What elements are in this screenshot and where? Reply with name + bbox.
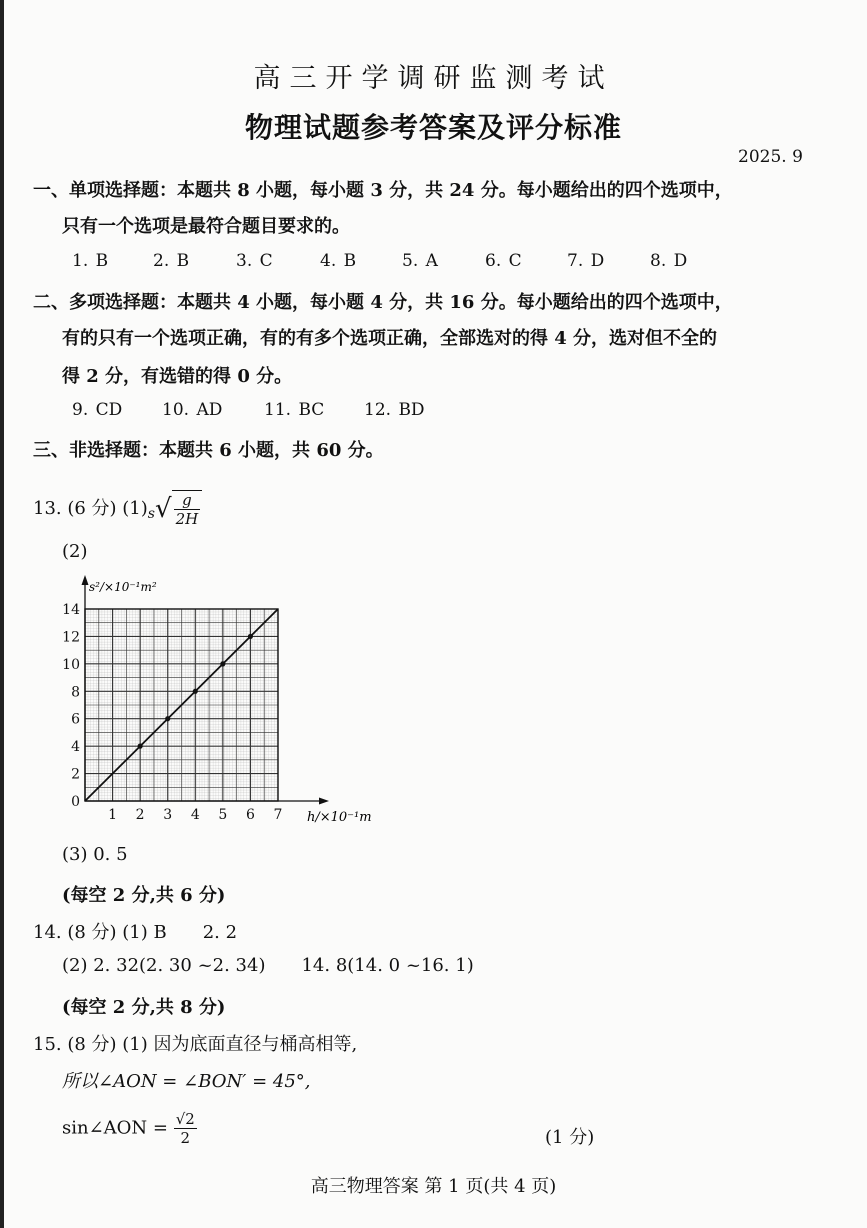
q14-part1 <box>33 918 237 944</box>
answer-3: 3. C <box>236 251 273 271</box>
data-point <box>220 661 225 666</box>
q13-answer-line <box>33 490 202 528</box>
sqrt-icon: √ <box>154 494 172 524</box>
formula-denominator: 2H <box>175 510 199 528</box>
y-axis-label: s²/×10⁻¹m² <box>89 580 157 594</box>
answer-11: 11. BC <box>264 400 325 420</box>
q13-part3: (3) 0. 5 <box>62 844 128 865</box>
q14-label: 14. (8 分) (1) B <box>33 922 167 943</box>
x-tick-label: 5 <box>218 807 228 823</box>
q15-score: (1 分) <box>545 1127 595 1148</box>
section2-heading: 二、多项选择题：本题共 4 小题，每小题 4 分，共 16 分。每小题给出的四个选项中， <box>33 292 733 313</box>
q15-line3 <box>62 1110 197 1147</box>
page-footer: 高三物理答案 第 1 页(共 4 页) <box>310 1176 557 1197</box>
q13-score-note: (每空 2 分,共 6 分) <box>62 885 226 906</box>
y-axis-arrow-icon <box>82 575 89 585</box>
answer-6: 6. C <box>485 251 522 271</box>
data-point <box>248 634 253 639</box>
q15-fraction-denominator: 2 <box>180 1129 191 1147</box>
exam-date: 2025. 9 <box>738 147 803 167</box>
y-tick-label: 0 <box>71 794 80 810</box>
q15-line2: 所以∠AON = ∠BON′ = 45°, <box>62 1071 311 1092</box>
y-tick-label: 2 <box>71 766 80 783</box>
answer-10: 10. AD <box>162 400 223 420</box>
x-tick-label: 6 <box>245 807 255 823</box>
formula-numerator: g <box>174 491 201 510</box>
x-tick-label: 1 <box>108 807 118 823</box>
section1-heading-cont: 只有一个选项是最符合题目要求的。 <box>62 216 350 237</box>
section1-answers <box>72 251 687 271</box>
exam-title: 高三开学调研监测考试 <box>253 63 614 94</box>
q15-fraction-numerator: √2 <box>175 1110 195 1128</box>
answer-7: 7. D <box>567 251 605 271</box>
answer-1: 1. B <box>72 251 109 271</box>
y-tick-label: 10 <box>62 656 80 673</box>
y-tick-label: 12 <box>62 629 80 646</box>
x-tick-label: 2 <box>135 807 145 823</box>
x-tick-label: 7 <box>273 807 283 823</box>
q13-label: 13. (6 分) (1) <box>33 498 148 519</box>
answer-5: 5. A <box>402 251 438 271</box>
y-tick-label: 14 <box>62 602 80 618</box>
y-tick-label: 4 <box>71 739 80 756</box>
answer-4: 4. B <box>320 251 357 271</box>
x-tick-label: 3 <box>163 807 173 823</box>
s2-vs-h-chart <box>55 575 385 830</box>
q15-line3-prefix: sin∠AON = <box>62 1117 168 1139</box>
y-tick-label: 6 <box>71 711 80 728</box>
document-title: 物理试题参考答案及评分标准 <box>244 111 622 144</box>
q14-part2 <box>62 955 474 976</box>
formula-s: s <box>147 506 155 522</box>
answer-2: 2. B <box>153 251 190 271</box>
q14-score-note: (每空 2 分,共 8 分) <box>62 997 226 1018</box>
section2-heading-cont1: 有的只有一个选项正确，有的有多个选项正确，全部选对的得 4 分，选对但不全的 <box>62 328 718 349</box>
q14-answer-1b: 2. 2 <box>202 922 238 943</box>
section1-heading: 一、单项选择题：本题共 8 小题，每小题 3 分，共 24 分。每小题给出的四个选项中， <box>33 180 733 201</box>
section2-heading-cont2: 得 2 分，有选错的得 0 分。 <box>62 366 293 387</box>
q14-answer-2a: (2) 2. 32(2. 30 ~2. 34) <box>62 955 266 976</box>
data-point <box>138 744 143 749</box>
x-axis-arrow-icon <box>319 798 329 805</box>
q15-label: 15. (8 分) (1) 因为底面直径与桶高相等, <box>33 1034 358 1055</box>
q13-part2: (2) <box>62 541 88 562</box>
x-axis-label: h/×10⁻¹m <box>307 810 372 825</box>
answer-12: 12. BD <box>364 400 425 420</box>
section3-heading: 三、非选择题：本题共 6 小题，共 60 分。 <box>33 440 384 461</box>
page-edge-shadow <box>0 0 4 1228</box>
answer-9: 9. CD <box>72 400 123 420</box>
answer-8: 8. D <box>650 251 688 271</box>
q14-answer-2b: 14. 8(14. 0 ~16. 1) <box>301 955 474 976</box>
data-point <box>165 716 170 721</box>
y-tick-label: 8 <box>71 684 80 701</box>
data-point <box>193 689 198 694</box>
x-tick-label: 4 <box>190 807 200 823</box>
section2-answers <box>72 400 425 420</box>
